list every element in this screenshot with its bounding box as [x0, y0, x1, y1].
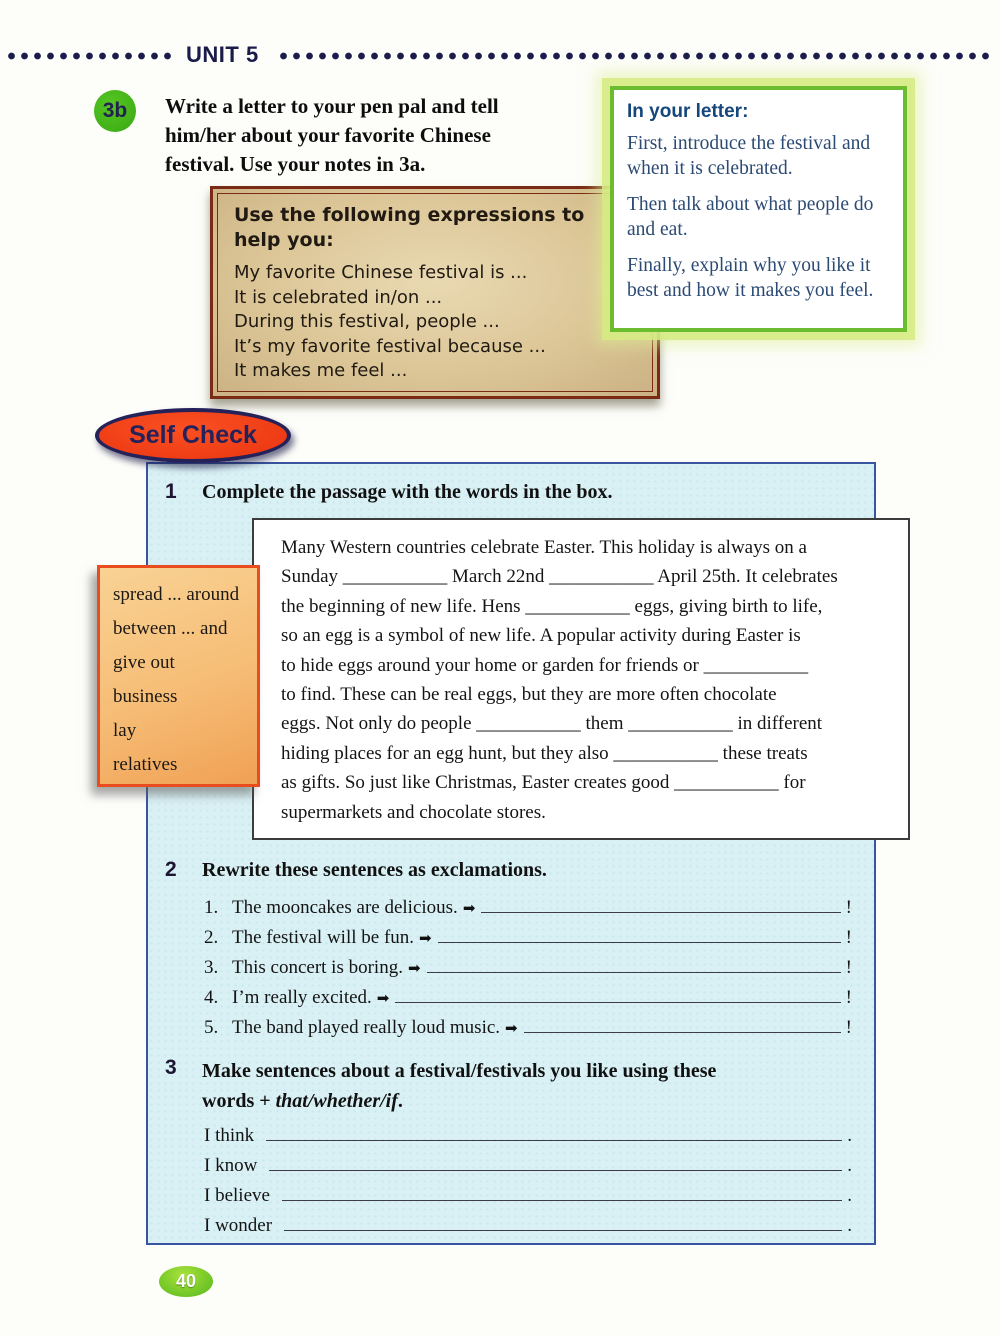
answer-blank-line — [427, 952, 841, 973]
period-mark: . — [847, 1155, 852, 1176]
section-3-heading-line1: Make sentences about a festival/festivals you like using these — [202, 1060, 717, 1082]
period-mark: . — [847, 1185, 852, 1206]
passage-line: Many Western countries celebrate Easter. This holiday is always on a — [281, 537, 807, 558]
arrow-icon: ➡ — [462, 901, 476, 917]
passage-line: to find. These can be real eggs, but they are more often chocolate — [281, 684, 777, 706]
heading-line2-prefix: words + — [202, 1090, 276, 1112]
header-dotted-rule-left — [8, 52, 174, 60]
sentence-prompt — [204, 1120, 852, 1150]
letter-box-paragraph: First, introduce the festival and when it is celebrated. — [627, 133, 871, 179]
section-1-number: 1 — [165, 480, 177, 503]
task-line: him/her about your favorite Chinese — [165, 123, 491, 147]
item-sentence: The band played really loud music. — [232, 1017, 501, 1038]
exclamation-item — [204, 892, 852, 922]
word-bank-item: give out — [113, 652, 175, 673]
item-sentence: I’m really excited. — [232, 987, 372, 1008]
sentence-prompt — [204, 1180, 852, 1210]
exclamation-item — [204, 982, 852, 1012]
arrow-icon: ➡ — [505, 1021, 518, 1037]
expressions-heading-line: help you: — [234, 229, 334, 251]
answer-blank-line — [282, 1180, 842, 1201]
heading-line2-suffix: . — [397, 1090, 403, 1112]
item-number: 5. — [204, 1017, 219, 1038]
word-bank-item: business — [113, 686, 178, 707]
answer-blank-line — [481, 892, 840, 913]
passage-line: to hide eggs around your home or garden for friends or ___________ — [281, 654, 809, 676]
section-1-heading: Complete the passage with the words in the box. — [202, 481, 613, 503]
passage-line: eggs. Not only do people ___________ them ___________ in different — [281, 713, 823, 735]
item-sentence: The mooncakes are delicious. — [232, 897, 458, 918]
passage-line: hiding places for an egg hunt, but they also ___________ these treats — [281, 742, 808, 764]
task-3b-badge — [94, 90, 136, 132]
exclamation-mark: ! — [845, 1017, 852, 1038]
prompt-label: I wonder — [204, 1215, 273, 1236]
section-3-number: 3 — [165, 1056, 177, 1079]
word-bank-item: spread ... around — [113, 584, 240, 605]
exclamation-item — [204, 922, 852, 952]
word-bank-item: relatives — [113, 754, 178, 775]
letter-box-paragraph: Finally, explain why you like it best and how it makes you feel. — [627, 255, 874, 301]
word-bank-item: lay — [113, 720, 137, 741]
exclamation-item — [204, 1012, 852, 1042]
answer-blank-line — [269, 1150, 842, 1171]
period-mark: . — [847, 1125, 852, 1146]
word-bank-item: between ... and — [113, 618, 228, 639]
item-number: 4. — [204, 987, 219, 1008]
heading-line2-italic: that/whether/if — [275, 1090, 398, 1112]
exclamation-mark: ! — [845, 957, 852, 978]
expressions-heading-line: Use the following expressions to — [234, 204, 585, 226]
answer-blank-line — [524, 1012, 841, 1033]
page-number-badge — [159, 1266, 213, 1297]
unit-title: UNIT 5 — [186, 42, 259, 67]
letter-box-heading: In your letter: — [627, 101, 749, 122]
sentence-prompt — [204, 1210, 852, 1240]
item-number: 2. — [204, 927, 219, 948]
arrow-icon: ➡ — [376, 991, 390, 1007]
expression-item: It is celebrated in/on ... — [234, 286, 443, 308]
self-check-badge — [95, 408, 291, 463]
answer-blank-line — [438, 922, 841, 943]
passage-line: so an egg is a symbol of new life. A popular activity during Easter is — [281, 625, 801, 647]
task-3b-badge-label: 3b — [102, 99, 128, 122]
self-check-badge-label: Self Check — [129, 421, 257, 449]
exclamation-item — [204, 952, 852, 982]
header-dotted-rule-right — [280, 52, 994, 60]
expression-item: It’s my favorite festival because ... — [234, 335, 546, 357]
item-number: 3. — [204, 957, 219, 978]
section-3-prompts — [204, 1120, 852, 1240]
arrow-icon: ➡ — [407, 961, 421, 977]
sentence-prompt — [204, 1150, 852, 1180]
expression-item: During this festival, people ... — [234, 311, 500, 332]
answer-blank-line — [284, 1210, 842, 1231]
section-3-heading — [202, 1056, 862, 1116]
exclamation-mark: ! — [845, 927, 852, 948]
passage-line: the beginning of new life. Hens ___________ eggs, giving birth to life, — [281, 595, 823, 617]
arrow-icon: ➡ — [419, 931, 432, 947]
expressions-box — [210, 186, 660, 399]
item-number: 1. — [204, 897, 219, 918]
passage-box — [252, 518, 910, 840]
section-2-heading: Rewrite these sentences as exclamations. — [202, 859, 547, 881]
item-sentence: The festival will be fun. — [232, 927, 415, 948]
passage-line: as gifts. So just like Christmas, Easter creates good ___________ for — [281, 772, 806, 794]
exclamation-mark: ! — [845, 897, 852, 918]
word-bank-box — [97, 565, 260, 787]
expressions-heading — [234, 203, 636, 253]
section-2-number: 2 — [165, 858, 177, 881]
prompt-label: I know — [204, 1155, 258, 1176]
passage-line: Sunday ___________ March 22nd ___________ April 25th. It celebrates — [281, 566, 838, 588]
letter-box-paragraph: Then talk about what people do and eat. — [627, 194, 874, 240]
section-3-heading-line2 — [202, 1086, 862, 1116]
page-number: 40 — [175, 1271, 197, 1291]
item-sentence: This concert is boring. — [232, 957, 403, 978]
in-your-letter-box — [610, 86, 907, 332]
answer-blank-line — [395, 982, 840, 1003]
task-line: festival. Use your notes in 3a. — [165, 152, 426, 176]
prompt-label: I believe — [204, 1185, 270, 1206]
section-2-items — [204, 892, 852, 1042]
task-line: Write a letter to your pen pal and tell — [165, 94, 499, 118]
period-mark: . — [847, 1215, 852, 1236]
expression-item: It makes me feel ... — [234, 360, 408, 381]
task-3b-instructions — [165, 92, 565, 179]
expression-item: My favorite Chinese festival is ... — [234, 262, 528, 283]
prompt-label: I think — [204, 1125, 255, 1146]
answer-blank-line — [266, 1120, 842, 1141]
exclamation-mark: ! — [845, 987, 852, 1008]
passage-line: supermarkets and chocolate stores. — [281, 801, 546, 823]
